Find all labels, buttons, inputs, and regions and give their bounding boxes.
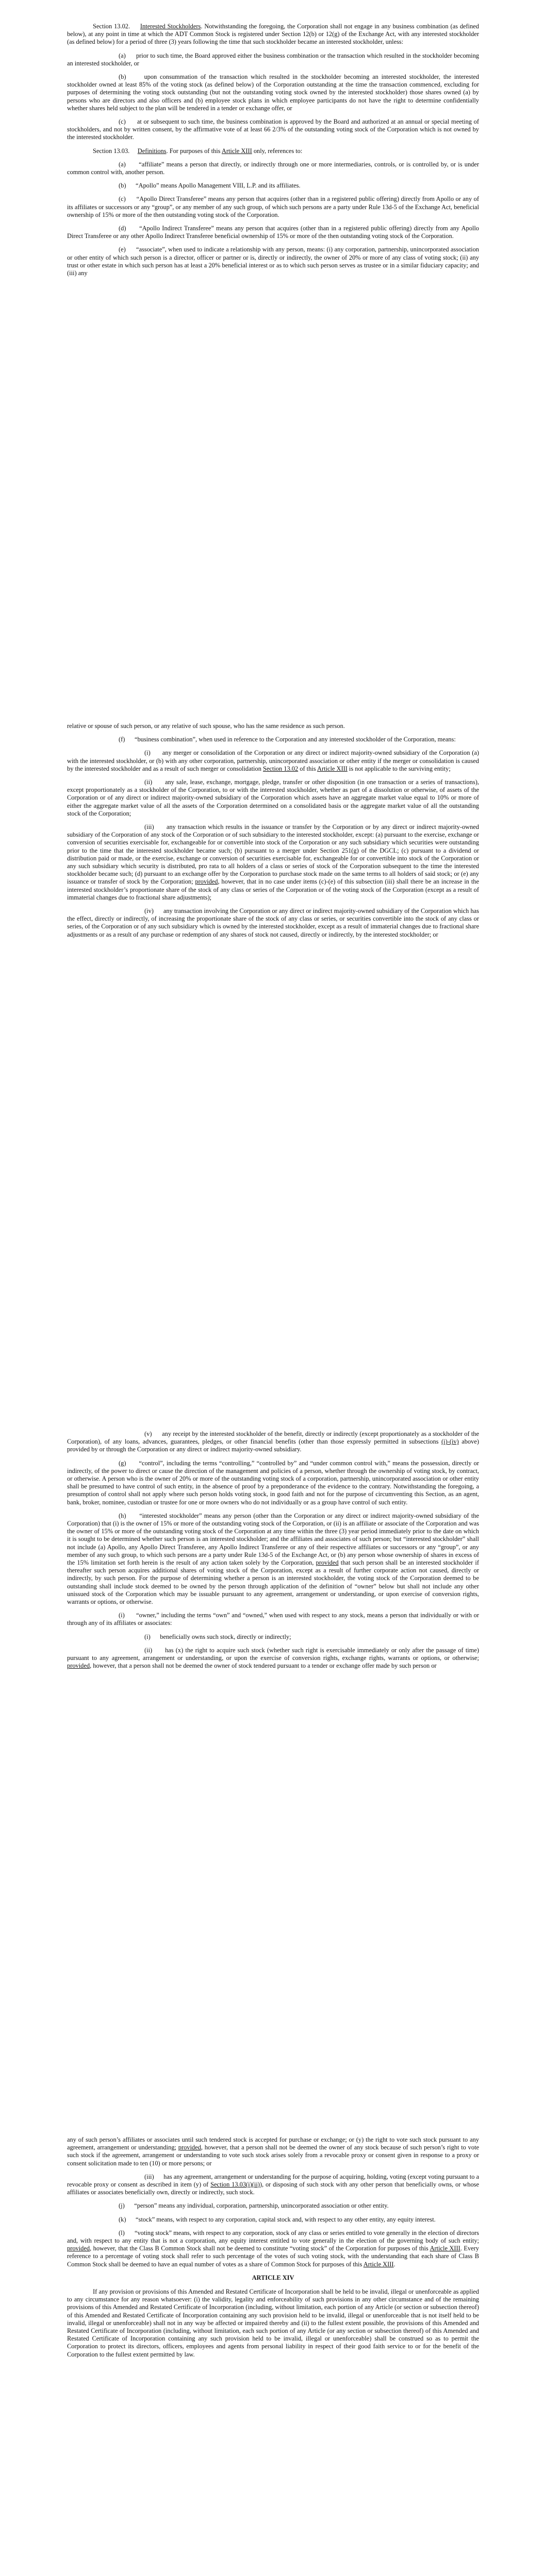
clause-text: that such person shall be an interested stockholder if thereafter such person acquires additional shares of voting stock of the Corporation, except as a result of further corporate action not caused, directly or indirectly, by such person. For the purpose of determining whether a person is an interested stockholder, the voting stock of the Corporation deemed to be outstanding shall include stock deemed to be owned by the person through application of the definition of “owner” below but shall not include any other unissued stock of the Corporation which may be issuable pursuant to any agreement, arrangement or understanding, or upon exercise of conversion rights, warrants or options, or otherwise. (67, 1559, 479, 1606)
definition-f-ii: (ii) any sale, lease, exchange, mortgage, pledge, transfer or other disposition (in one transaction or a series of transactions), except proportionately as a stockholder of the Corporation, to or with the interested stockholder, whether as part of a dissolution or otherwise, of assets of the Corporation or of any direct or indirect majority-owned subsidiary of the Corporation which assets have an aggregate market value equal to 10% or more of either the aggregate market value of all the assets of the Corporation determined on a consolidated basis or the aggregate market value of all the outstanding stock of the Corporation; (67, 778, 479, 817)
definition-i-iii (67, 2173, 479, 2197)
section-text: . Notwithstanding the foregoing, the Corporation shall not engage in any business combination (as defined below), at any point in time at which the ADT Common Stock is registered under Section 12(b) or 12(g) of the Exchange Act, with any interested stockholder (as defined below) for a period of three (3) years following the time that such stockholder became an interested stockholder, unless: (67, 23, 479, 46)
definition-f-iii (67, 823, 479, 902)
section-13-02-paragraph (67, 23, 479, 46)
section-reference: Section 13.02 (263, 765, 299, 772)
proviso-term: provided (195, 878, 218, 886)
definition-i: (i) “owner,” including the terms “own” and “owned,” when used with respect to any stock, means a person that individually or with or through any of its affiliates or associates: (67, 1612, 479, 1627)
clause-text: , however, that a person shall not be deemed the owner of any stock because of such person’s right to vote such stock if the agreement, arrangement or understanding to vote such stock arises solely from a revocable proxy or consent given in response to a proxy or consent solicitation made to ten (10) or more persons; or (67, 2144, 480, 2167)
definition-i-ii-continued (67, 2136, 479, 2167)
proviso-term: provided (67, 1662, 90, 1670)
article-reference: Article XIII (430, 2245, 460, 2252)
clause-text: any of such person’s affiliates or associates until such tendered stock is accepted for purchase or exchange; or (y) the right to vote such stock pursuant to any agreement, arrangement or understanding; (67, 2136, 479, 2151)
definition-a: (a) “affiliate” means a person that directly, or indirectly through one or more intermediaries, controls, or is controlled by, or is under common control with, another person. (67, 160, 479, 176)
definition-g: (g) “control”, including the terms “controlling,” “controlled by” and “under common control with,” means the possession, directly or indirectly, of the power to direct or cause the direction of the management and policies of a person, whether through the ownership of voting stock, by contract, or otherwise. A person who is the owner of 20% or more of the outstanding voting stock of a corporation, partnership, unincorporated association or other entity shall be presumed to have control of such entity, in the absence of proof by a preponderance of the evidence to the contrary. Notwithstanding the foregoing, a presumption of control shall not apply where such person holds voting stock, in good faith and not for the purpose of circumventing this Section, as an agent, bank, broker, nominee, custodian or trustee for one or more owners who do not individually or as a group have control of such entity. (67, 1459, 479, 1506)
article-reference: Article XIII (317, 765, 348, 772)
clause-text: . (393, 2260, 395, 2268)
definition-i-ii (67, 1647, 479, 1670)
clause-text: , however, that a person shall not be deemed the owner of stock tendered pursuant to a tender or exchange offer made by such person or (90, 1662, 437, 1670)
page-1 (0, 0, 544, 670)
definition-e-continued: relative or spouse of such person, or any relative of such spouse, who has the same residence as such person. (67, 722, 345, 730)
clause-text: (iii) has any agreement, arrangement or understanding for the purpose of acquiring, holding, voting (except voting pursuant to a revocable proxy or consent as described in item (y) of (67, 2173, 479, 2189)
clause-text: is not applicable to the surviving entity; (347, 765, 451, 772)
proviso-term: provided (178, 2144, 201, 2151)
definition-f-v (67, 1430, 479, 1454)
article-xiv-paragraph: If any provision or provisions of this Amended and Restated Certificate of Incorporation shall be held to be invalid, illegal or unenforceable as applied to any circumstance for any reason whatsoever: (i) the validity, legality and enforceability of such provisions in any other circumstance and of the remaining provisions of this Amended and Restated Certificate of Incorporation (including, without limitation, each portion of any Article (or section or subsection thereof) of this Amended and Restated Certificate of Incorporation containing any such provision held to be invalid, illegal or unenforceable that is not itself held to be invalid, illegal or unenforceable) shall not in any way be affected or impaired thereby and (ii) to the fullest extent possible, the provisions of this Amended and Restated Certificate of Incorporation (including, without limitation, each such portion of any Article (or any section or subsection thereof) of this Amended and Restated Certificate of Incorporation containing any such provision held to be invalid, illegal or unenforceable) shall be construed so as to permit the Corporation to protect its directors, officers, employees and agents from personal liability in respect of their good faith service to or for the benefit of the Corporation to the fullest extent permitted by law. (67, 2288, 479, 2358)
clause-a: (a) prior to such time, the Board approved either the business combination or the transaction which resulted in the stockholder becoming an interested stockholder, or (67, 52, 479, 67)
clause-text: ), or disposing of such stock with any other person that beneficially owns, or whose affiliates or associates beneficially own, directly or indirectly, such stock. (67, 2181, 479, 2196)
article-reference: Article XIII (221, 147, 252, 155)
section-heading: Interested Stockholders (140, 23, 201, 30)
clause-text: (ii) has (x) the right to acquire such stock (whether such right is exercisable immediately or only after the passage of time) pursuant to any agreement, arrangement or understanding, or upon the exercise of conversion rights, exchange rights, warrants or options, or otherwise; (67, 1646, 479, 1662)
clause-text: (iii) any transaction which results in the issuance or transfer by the Corporation or by any direct or indirect majority-owned subsidiary of the Corporation of any stock of the Corporation or of such subsidiary to the interested stockholder, except: (a) pursuant to the exercise, exchange or conversion of securities exercisable for, exchangeable for or convertible into stock of the Corporation or any such subsidiary which securities were outstanding prior to the time that the interested stockholder became such; (b) pursuant to a merger under Section 251(g) of the DGCL; (c) pursuant to a dividend or distribution paid or made, or the exercise, exchange or conversion of securities exercisable for, exchangeable for or convertible into stock of the Corporation or any such subsidiary which security is distributed, pro rata to all holders of a class or series of stock of the Corporation subsequent to the time the interested stockholder became such; (d) pursuant to an exchange offer by the Corporation to purchase stock made on the same terms to all holders of said stock; or (e) any issuance or transfer of stock by the Corporation; (67, 823, 479, 886)
definition-b: (b) “Apollo” means Apollo Management VIII, L.P. and its affiliates. (119, 182, 301, 190)
definition-f-i (67, 749, 479, 773)
clause-text: (l) “voting stock” means, with respect to any corporation, stock of any class or series entitled to vote generally in the election of directors and, with respect to any entity that is not a corporation, any equity interest entitled to vote generally in the election of the governing body of such entity; (67, 2229, 479, 2245)
definition-f: (f) “business combination”, when used in reference to the Corporation and any interested stockholder of the Corporation, means: (119, 736, 456, 743)
definition-c: (c) “Apollo Direct Transferee” means any person that acquires (other than in a registered public offering) directly from Apollo or any of its affiliates or successors or any “group”, or any member of any such group, of which such persons are a party under Rule 13d-5 of the Exchange Act, beneficial ownership of 15% or more of the then outstanding voting stock of the Corporation. (67, 195, 479, 218)
definition-e: (e) “associate”, when used to indicate a relationship with any person, means: (i) any corporation, partnership, unincorporated association or other entity of which such person is a director, officer or partner or is, directly or indirectly, the owner of 20% or more of any class of voting stock; (ii) any trust or other estate in which such person has at least a 20% beneficial interest or as to which such person serves as trustee or in a similar fiduciary capacity; and (iii) any (67, 246, 479, 277)
page-2 (0, 704, 544, 1394)
section-heading: Definitions (137, 147, 167, 155)
section-number: Section 13.02. (93, 23, 130, 30)
section-text: . For purposes of this (166, 147, 222, 155)
clause-text: (v) any receipt by the interested stockholder of the benefit, directly or indirectly (except proportionately as a stockholder of the Corporation), of any loans, advances, guarantees, pledges, or other financial benefits (other than those expressly permitted in subsections (67, 1430, 479, 1446)
clause-text: (h) “interested stockholder” means any person (other than the Corporation or any direct or indirect majority-owned subsidiary of the Corporation) that (i) is the owner of 15% or more of the outstanding voting stock of the Corporation, or (ii) is an affiliate or associate of the Corporation and was the owner of 15% or more of the outstanding voting stock of the Corporation at any time within the three (3) year period immediately prior to the date on which it is sought to be determined whether such person is an interested stockholder; and the affiliates and associates of such person; but “interested stockholder” shall not include (a) Apollo, any Apollo Direct Transferee, any Apollo Indirect Transferee or any of their respective affiliates or successors or any “group”, or any member of any such group, to which such persons are a party under Rule 13d-5 of the Exchange Act, or (b) any person whose ownership of shares in excess of the 15% limitation set forth herein is the result of any action taken solely by the Corporation, (67, 1512, 479, 1567)
clause-text: , however, that in no case under items (c)-(e) of this subsection (iii) shall there be an increase in the interested stockholder’s proportionate share of the stock of any class or series of the Corporation or of the voting stock of the Corporation (except as a result of immaterial changes due to fractional share adjustments); (67, 878, 479, 901)
clause-text: (i) any merger or consolidation of the Corporation or any direct or indirect majority-owned subsidiary of the Corporation (a) with the interested stockholder, or (b) with any other corporation, partnership, unincorporated association or other entity if the merger or consolidation is caused by the interested stockholder and as a result of such merger or consolidation (67, 749, 479, 772)
subsection-reference: (i)-(iv) (441, 1438, 459, 1446)
definition-i-i: (i) beneficially owns such stock, directly or indirectly; (144, 1633, 291, 1640)
section-text: only, references to: (252, 147, 303, 155)
article-xiv-heading: ARTICLE XIV (252, 2274, 294, 2281)
clause-c: (c) at or subsequent to such time, the business combination is approved by the Board and authorized at an annual or special meeting of stockholders, and not by written consent, by the affirmative vote of at least 66 2/3% of the outstanding voting stock of the Corporation which is not owned by the interested stockholder. (67, 118, 479, 141)
section-13-03-paragraph (67, 147, 479, 155)
definition-j: (j) “person” means any individual, corporation, partnership, unincorporated association or other entity. (119, 2202, 389, 2210)
proviso-term: provided (316, 1559, 339, 1567)
proviso-term: provided (67, 2245, 90, 2252)
definition-h (67, 1512, 479, 1606)
clause-text: above) provided by or through the Corporation or any direct or indirect majority-owned subsidiary. (67, 1438, 479, 1453)
section-number: Section 13.03. (93, 147, 130, 155)
clause-text: , however, that the Class B Common Stock shall not be deemed to constitute “voting stock” of the Corporation for purposes of this (90, 2245, 430, 2252)
page-4 (0, 2117, 544, 2576)
definition-l (67, 2229, 479, 2268)
definition-d: (d) “Apollo Indirect Transferee” means any person that acquires (other than in a registered public offering) directly from any Apollo Direct Transferee or any other Apollo Indirect Transferee beneficial ownership of 15% or more of the then outstanding voting stock of the Corporation. (67, 225, 479, 240)
article-reference: Article XIII (363, 2260, 394, 2268)
definition-k: (k) “stock” means, with respect to any corporation, capital stock and, with respect to any other entity, any equity interest. (119, 2215, 436, 2223)
clause-text: . Every reference to a percentage of voting stock shall refer to such percentage of the votes of such voting stock, with the understanding that each share of Class B Common Stock shall be deemed to have an equal number of votes as a share of Common Stock for purposes of this (67, 2245, 479, 2268)
clause-b: (b) upon consummation of the transaction which resulted in the stockholder becoming an interested stockholder, the interested stockholder owned at least 85% of the voting stock (as defined below) of the Corporation outstanding at the time the transaction commenced, excluding for purposes of determining the voting stock outstanding (but not the outstanding voting stock owned by the interested stockholder) those shares owned (a) by persons who are directors and also officers and (b) employee stock plans in which employee participants do not have the right to determine confidentially whether shares held subject to the plan will be tendered in a tender or exchange offer, or (67, 73, 479, 112)
definition-f-iv: (iv) any transaction involving the Corporation or any direct or indirect majority-owned subsidiary of the Corporation which has the effect, directly or indirectly, of increasing the proportionate share of the stock of any class or series, or securities convertible into the stock of any class or series, of the Corporation or of any such subsidiary which is owned by the interested stockholder, except as a result of immaterial changes due to fractional share adjustments or as a result of any purchase or redemption of any shares of stock not caused, directly or indirectly, by the interested stockholder; or (67, 907, 479, 938)
clause-text: of this (298, 765, 317, 772)
page-3 (0, 1412, 544, 2097)
section-reference: Section 13.03(i)(ii) (210, 2181, 260, 2189)
